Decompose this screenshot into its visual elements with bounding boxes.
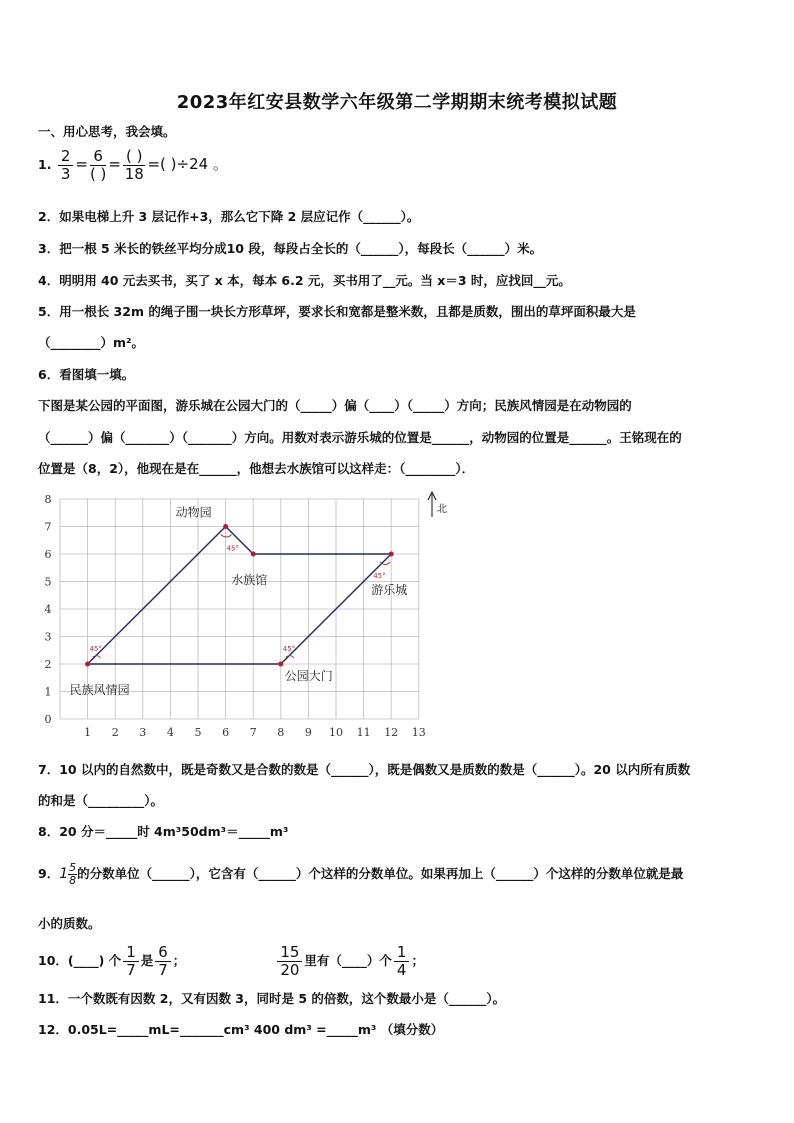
question-text: ； xyxy=(172,953,186,968)
fraction: $\frac{( )}{18}$ xyxy=(124,147,144,183)
question-9-continued: 小的质数。 xyxy=(38,916,101,931)
y-tick-label: 2 xyxy=(44,658,52,671)
y-tick-label: 7 xyxy=(44,520,52,534)
question-text: ； xyxy=(411,953,424,968)
question-4: 4．明明用 40 元去买书，买了 x 本，每本 6.2 元，买书用了__元。当 x＝3 时，应找回__元。 xyxy=(38,273,571,288)
y-tick-label: 3 xyxy=(44,630,52,644)
x-tick-label: 10 xyxy=(329,726,343,739)
fraction: $\frac{5}{8}$ xyxy=(69,861,77,887)
question-12: 12．0.05L=_____mL=_______cm³ 400 dm³ =_____m³ （填分数） xyxy=(38,1022,444,1037)
x-tick-label: 9 xyxy=(304,726,312,739)
point-label: 动物园 xyxy=(175,505,212,520)
question-text: 的分数单位（______），它含有（______）个这样的分数单位。如果再加上（______）个这样的分数单位就是最 xyxy=(77,866,684,881)
x-tick-label: 11 xyxy=(356,726,371,739)
fraction: $\frac{1}{4}$ xyxy=(394,944,410,979)
question-number: 1. xyxy=(38,157,52,172)
mixed-whole: 1 xyxy=(59,866,69,882)
point-marker xyxy=(278,662,283,667)
question-6-text: 下图是某公园的平面图，游乐城在公园大门的（_____）偏（____）（_____）方向；民族风情园是在动物园的 xyxy=(38,398,632,413)
x-tick-label: 5 xyxy=(194,726,202,739)
y-tick-label: 5 xyxy=(44,575,52,589)
question-2: 2．如果电梯上升 3 层记作+3，那么它下降 2 层应记作（______）。 xyxy=(38,209,420,224)
fraction: $\frac{6}{( )}$ xyxy=(89,147,107,183)
y-tick-label: 1 xyxy=(44,685,52,699)
x-tick-label: 12 xyxy=(384,726,399,739)
question-6: 6．看图填一填。 xyxy=(38,367,135,382)
question-7-continued: 的和是（_________）。 xyxy=(38,793,164,808)
point-marker xyxy=(85,662,90,667)
question-5-continued: （________）m²。 xyxy=(38,335,144,350)
question-11: 11．一个数既有因数 2，又有因数 3，同时是 5 的倍数，这个数最小是（______）。 xyxy=(38,991,506,1006)
question-text: =( )÷24 。 xyxy=(147,155,228,173)
question-1: 1. $\frac{2}{3}$ = $\frac{6}{( )}$ = $\frac{( )}{18}$ =( )÷24 。 xyxy=(38,147,228,183)
route-path xyxy=(88,527,392,665)
x-tick-label: 2 xyxy=(111,726,119,739)
question-6-text: （______）偏（_______）（_______）方向。用数对表示游乐城的位置是______，动物园的位置是______。王铭现在的 xyxy=(38,430,682,445)
point-label: 游乐城 xyxy=(371,583,408,597)
x-tick-label: 4 xyxy=(166,726,174,739)
page-title: 2023年红安县数学六年级第二学期期末统考模拟试题 xyxy=(176,92,618,113)
question-5: 5．用一根长 32m 的绳子围一块长方形草坪，要求长和宽都是整米数，且都是质数，围出的草坪面积最大是 xyxy=(38,304,636,319)
point-marker xyxy=(223,524,228,529)
question-number: 9． xyxy=(38,866,60,881)
point-label: 公园大门 xyxy=(284,669,333,683)
question-7: 7．10 以内的自然数中，既是奇数又是合数的数是（______），既是偶数又是质数的数是（______）。20 以内所有质数 xyxy=(38,762,691,777)
angle-arc xyxy=(221,535,232,538)
x-tick-label: 7 xyxy=(249,726,257,739)
section-heading: 一、用心思考，我会填。 xyxy=(38,124,176,139)
fraction: $\frac{6}{7}$ xyxy=(155,944,171,979)
question-text: 里有（____）个 xyxy=(304,953,392,968)
y-tick-label: 0 xyxy=(44,713,52,726)
question-6-text: 位置是（8，2），他现在是在______，他想去水族馆可以这样走：（________）． xyxy=(38,461,475,476)
point-marker xyxy=(251,552,256,557)
question-text: 10．(____) 个 xyxy=(38,953,122,968)
question-text: 是 xyxy=(140,953,154,968)
x-tick-label: 3 xyxy=(139,726,147,739)
angle-label: 45° xyxy=(282,645,296,653)
fraction: $\frac{15}{20}$ xyxy=(277,944,302,979)
point-label: 水族馆 xyxy=(231,573,268,587)
fraction: $\frac{1}{7}$ xyxy=(123,944,139,979)
fraction: $\frac{2}{3}$ xyxy=(58,148,74,183)
x-tick-label: 8 xyxy=(277,726,285,739)
park-map-chart xyxy=(34,490,454,745)
question-10 xyxy=(38,944,424,979)
point-label: 民族风情园 xyxy=(69,683,130,697)
y-tick-label: 8 xyxy=(44,493,52,506)
angle-label: 45° xyxy=(226,544,240,553)
question-8: 8．20 分＝_____时 4m³50dm³＝_____m³ xyxy=(38,824,289,839)
y-tick-label: 4 xyxy=(44,603,52,616)
angle-label: 45° xyxy=(89,645,103,653)
north-label: 北 xyxy=(437,504,447,515)
x-tick-label: 13 xyxy=(411,726,426,739)
question-9 xyxy=(38,862,683,887)
point-marker xyxy=(389,552,394,557)
angle-label: 45° xyxy=(373,572,386,580)
x-tick-label: 6 xyxy=(222,726,230,739)
x-tick-label: 1 xyxy=(84,726,92,739)
question-3: 3．把一根 5 米长的铁丝平均分成10 段，每段占全长的（______），每段长（______）米。 xyxy=(38,241,543,256)
y-tick-label: 6 xyxy=(44,548,52,561)
